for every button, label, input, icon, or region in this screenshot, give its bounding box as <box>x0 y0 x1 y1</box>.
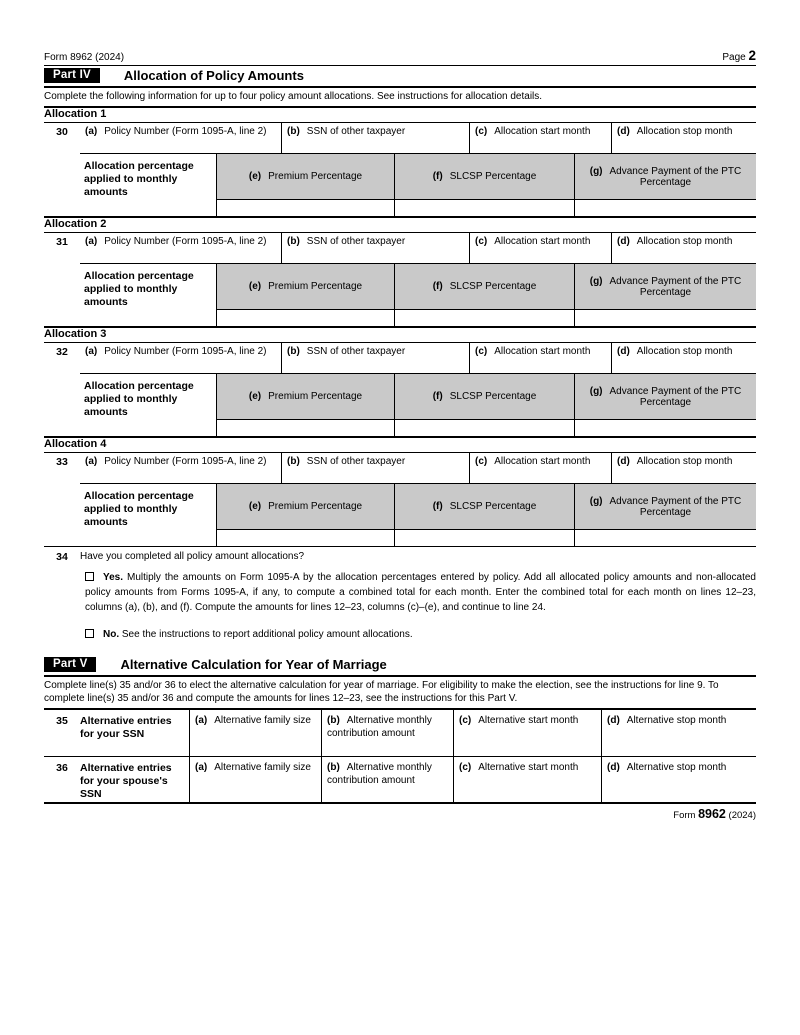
slcsp-percentage-entry[interactable] <box>395 310 575 326</box>
policy-number-field[interactable]: (a) Policy Number (Form 1095-A, line 2) <box>80 123 282 153</box>
line-36-row <box>44 757 756 804</box>
part-v-header <box>44 655 756 677</box>
ssn-other-taxpayer-field[interactable]: (b) SSN of other taxpayer <box>282 453 470 483</box>
allocation-percentage-label: Allocation percentage applied to monthly amounts <box>84 270 194 308</box>
page-header <box>44 48 756 66</box>
allocation-section-3 <box>44 326 756 436</box>
alt-family-size-field[interactable]: (a) Alternative family size <box>189 710 321 756</box>
line-30-number: 30 <box>56 126 68 138</box>
allocation-section-1 <box>44 106 756 216</box>
part-iv-instructions: Complete the following information for up to four policy amount allocations. See instructions for allocation details. <box>44 91 543 102</box>
line-34-no-option <box>85 627 756 642</box>
premium-percentage-entry[interactable] <box>217 200 395 216</box>
premium-percentage-entry[interactable] <box>217 310 395 326</box>
allocation-start-month-field[interactable]: (c) Allocation start month <box>470 233 612 263</box>
form-id-text: Form 8962 (2024) <box>44 52 125 63</box>
premium-percentage-header: (e) Premium Percentage <box>217 374 395 419</box>
no-checkbox[interactable] <box>85 629 94 638</box>
allocation-section-2 <box>44 216 756 326</box>
allocation-start-month-field[interactable]: (c) Allocation start month <box>470 453 612 483</box>
allocation-percentage-label: Allocation percentage applied to monthly amounts <box>84 160 194 198</box>
line-34-number: 34 <box>56 551 68 563</box>
line-32-number: 32 <box>56 346 68 358</box>
alt-stop-month-field[interactable]: (d) Alternative stop month <box>601 710 756 756</box>
page-indicator <box>722 48 756 63</box>
premium-percentage-entry[interactable] <box>217 420 395 436</box>
page-footer <box>44 804 756 821</box>
allocation-percentage-label: Allocation percentage applied to monthly amounts <box>84 380 194 418</box>
footer-form-number: 8962 <box>698 807 726 821</box>
no-label: No. <box>103 629 120 640</box>
footer-form-word: Form <box>673 810 696 821</box>
part-v-table <box>44 708 756 804</box>
allocation-stop-month-field[interactable]: (d) Allocation stop month <box>617 456 733 467</box>
yes-instructions: Multiply the amounts on Form 1095-A by the allocation percentages entered by policy. Add all allocated policy amounts and non-allocated policy amounts from Forms 1095-A, if any, to compute a combined total for each month. Enter the combined total for each month on lines 12–23, columns (a), (b), and (f). Compute the amounts for lines 12–23, columns (c)–(e), and continue to line 24. <box>85 572 756 613</box>
line-35-row <box>44 710 756 757</box>
premium-percentage-header: (e) Premium Percentage <box>217 264 395 309</box>
aptc-percentage-header: (g) Advance Payment of the PTC Percentage <box>575 484 756 529</box>
line-35-number: 35 <box>56 715 68 727</box>
yes-checkbox[interactable] <box>85 572 94 581</box>
premium-percentage-entry[interactable] <box>217 530 395 546</box>
allocation-3-heading: Allocation 3 <box>44 326 756 343</box>
slcsp-percentage-header: (f) SLCSP Percentage <box>395 154 575 199</box>
slcsp-percentage-header: (f) SLCSP Percentage <box>395 484 575 529</box>
footer-year: (2024) <box>728 810 756 821</box>
allocation-stop-month-field[interactable]: (d) Allocation stop month <box>617 126 733 137</box>
part-v-section <box>44 655 756 804</box>
line-33-number: 33 <box>56 456 68 468</box>
aptc-percentage-header: (g) Advance Payment of the PTC Percentage <box>575 374 756 419</box>
alt-start-month-field[interactable]: (c) Alternative start month <box>453 710 601 756</box>
page-number: 2 <box>748 48 756 63</box>
allocation-percentage-label: Allocation percentage applied to monthly amounts <box>84 490 194 528</box>
allocation-1-heading: Allocation 1 <box>44 106 756 123</box>
alt-stop-month-field[interactable]: (d) Alternative stop month <box>601 757 756 802</box>
line-36-label: Alternative entries for your spouse's SSN <box>80 762 172 800</box>
allocation-section-4 <box>44 436 756 546</box>
allocation-2-heading: Allocation 2 <box>44 216 756 233</box>
slcsp-percentage-entry[interactable] <box>395 530 575 546</box>
line-34-section <box>44 546 756 642</box>
aptc-percentage-entry[interactable] <box>575 200 756 216</box>
line-36-number: 36 <box>56 762 68 774</box>
part-iv-title: Allocation of Policy Amounts <box>123 68 304 83</box>
alt-monthly-contribution-field[interactable]: (b) Alternative monthly contribution amount <box>321 710 453 756</box>
alt-start-month-field[interactable]: (c) Alternative start month <box>453 757 601 802</box>
part-iv-header <box>44 66 756 88</box>
slcsp-percentage-entry[interactable] <box>395 200 575 216</box>
ssn-other-taxpayer-field[interactable]: (b) SSN of other taxpayer <box>282 123 470 153</box>
line-35-label: Alternative entries for your SSN <box>80 715 172 740</box>
premium-percentage-header: (e) Premium Percentage <box>217 154 395 199</box>
line-34-question: Have you completed all policy amount allocations? <box>80 551 305 562</box>
allocation-start-month-field[interactable]: (c) Allocation start month <box>470 123 612 153</box>
policy-number-field[interactable]: (a) Policy Number (Form 1095-A, line 2) <box>80 453 282 483</box>
ssn-other-taxpayer-field[interactable]: (b) SSN of other taxpayer <box>282 343 470 373</box>
aptc-percentage-header: (g) Advance Payment of the PTC Percentage <box>575 154 756 199</box>
alt-family-size-field[interactable]: (a) Alternative family size <box>189 757 321 802</box>
ssn-other-taxpayer-field[interactable]: (b) SSN of other taxpayer <box>282 233 470 263</box>
part-iv-badge: Part IV <box>44 68 100 83</box>
page-word: Page <box>722 52 746 63</box>
slcsp-percentage-header: (f) SLCSP Percentage <box>395 264 575 309</box>
slcsp-percentage-header: (f) SLCSP Percentage <box>395 374 575 419</box>
slcsp-percentage-entry[interactable] <box>395 420 575 436</box>
premium-percentage-header: (e) Premium Percentage <box>217 484 395 529</box>
policy-number-field[interactable]: (a) Policy Number (Form 1095-A, line 2) <box>80 343 282 373</box>
aptc-percentage-entry[interactable] <box>575 420 756 436</box>
allocation-start-month-field[interactable]: (c) Allocation start month <box>470 343 612 373</box>
no-instructions: See the instructions to report additional policy amount allocations. <box>121 629 413 640</box>
part-v-title: Alternative Calculation for Year of Marriage <box>120 657 387 672</box>
allocation-stop-month-field[interactable]: (d) Allocation stop month <box>617 236 733 247</box>
yes-label: Yes. <box>103 572 124 583</box>
allocation-4-heading: Allocation 4 <box>44 436 756 453</box>
alt-monthly-contribution-field[interactable]: (b) Alternative monthly contribution amount <box>321 757 453 802</box>
line-34-yes-option <box>85 570 756 615</box>
allocation-stop-month-field[interactable]: (d) Allocation stop month <box>617 346 733 357</box>
policy-number-field[interactable]: (a) Policy Number (Form 1095-A, line 2) <box>80 233 282 263</box>
part-v-badge: Part V <box>44 657 96 672</box>
aptc-percentage-header: (g) Advance Payment of the PTC Percentage <box>575 264 756 309</box>
line-31-number: 31 <box>56 236 68 248</box>
aptc-percentage-entry[interactable] <box>575 310 756 326</box>
aptc-percentage-entry[interactable] <box>575 530 756 546</box>
part-v-instructions: Complete line(s) 35 and/or 36 to elect the alternative calculation for year of marriage. For eligibility to make the election, see the instructions for line 9. To complete line(s) 35 and/or 36 and compute the amounts for lines 12–23, see the instructions for this Part V. <box>44 680 719 704</box>
